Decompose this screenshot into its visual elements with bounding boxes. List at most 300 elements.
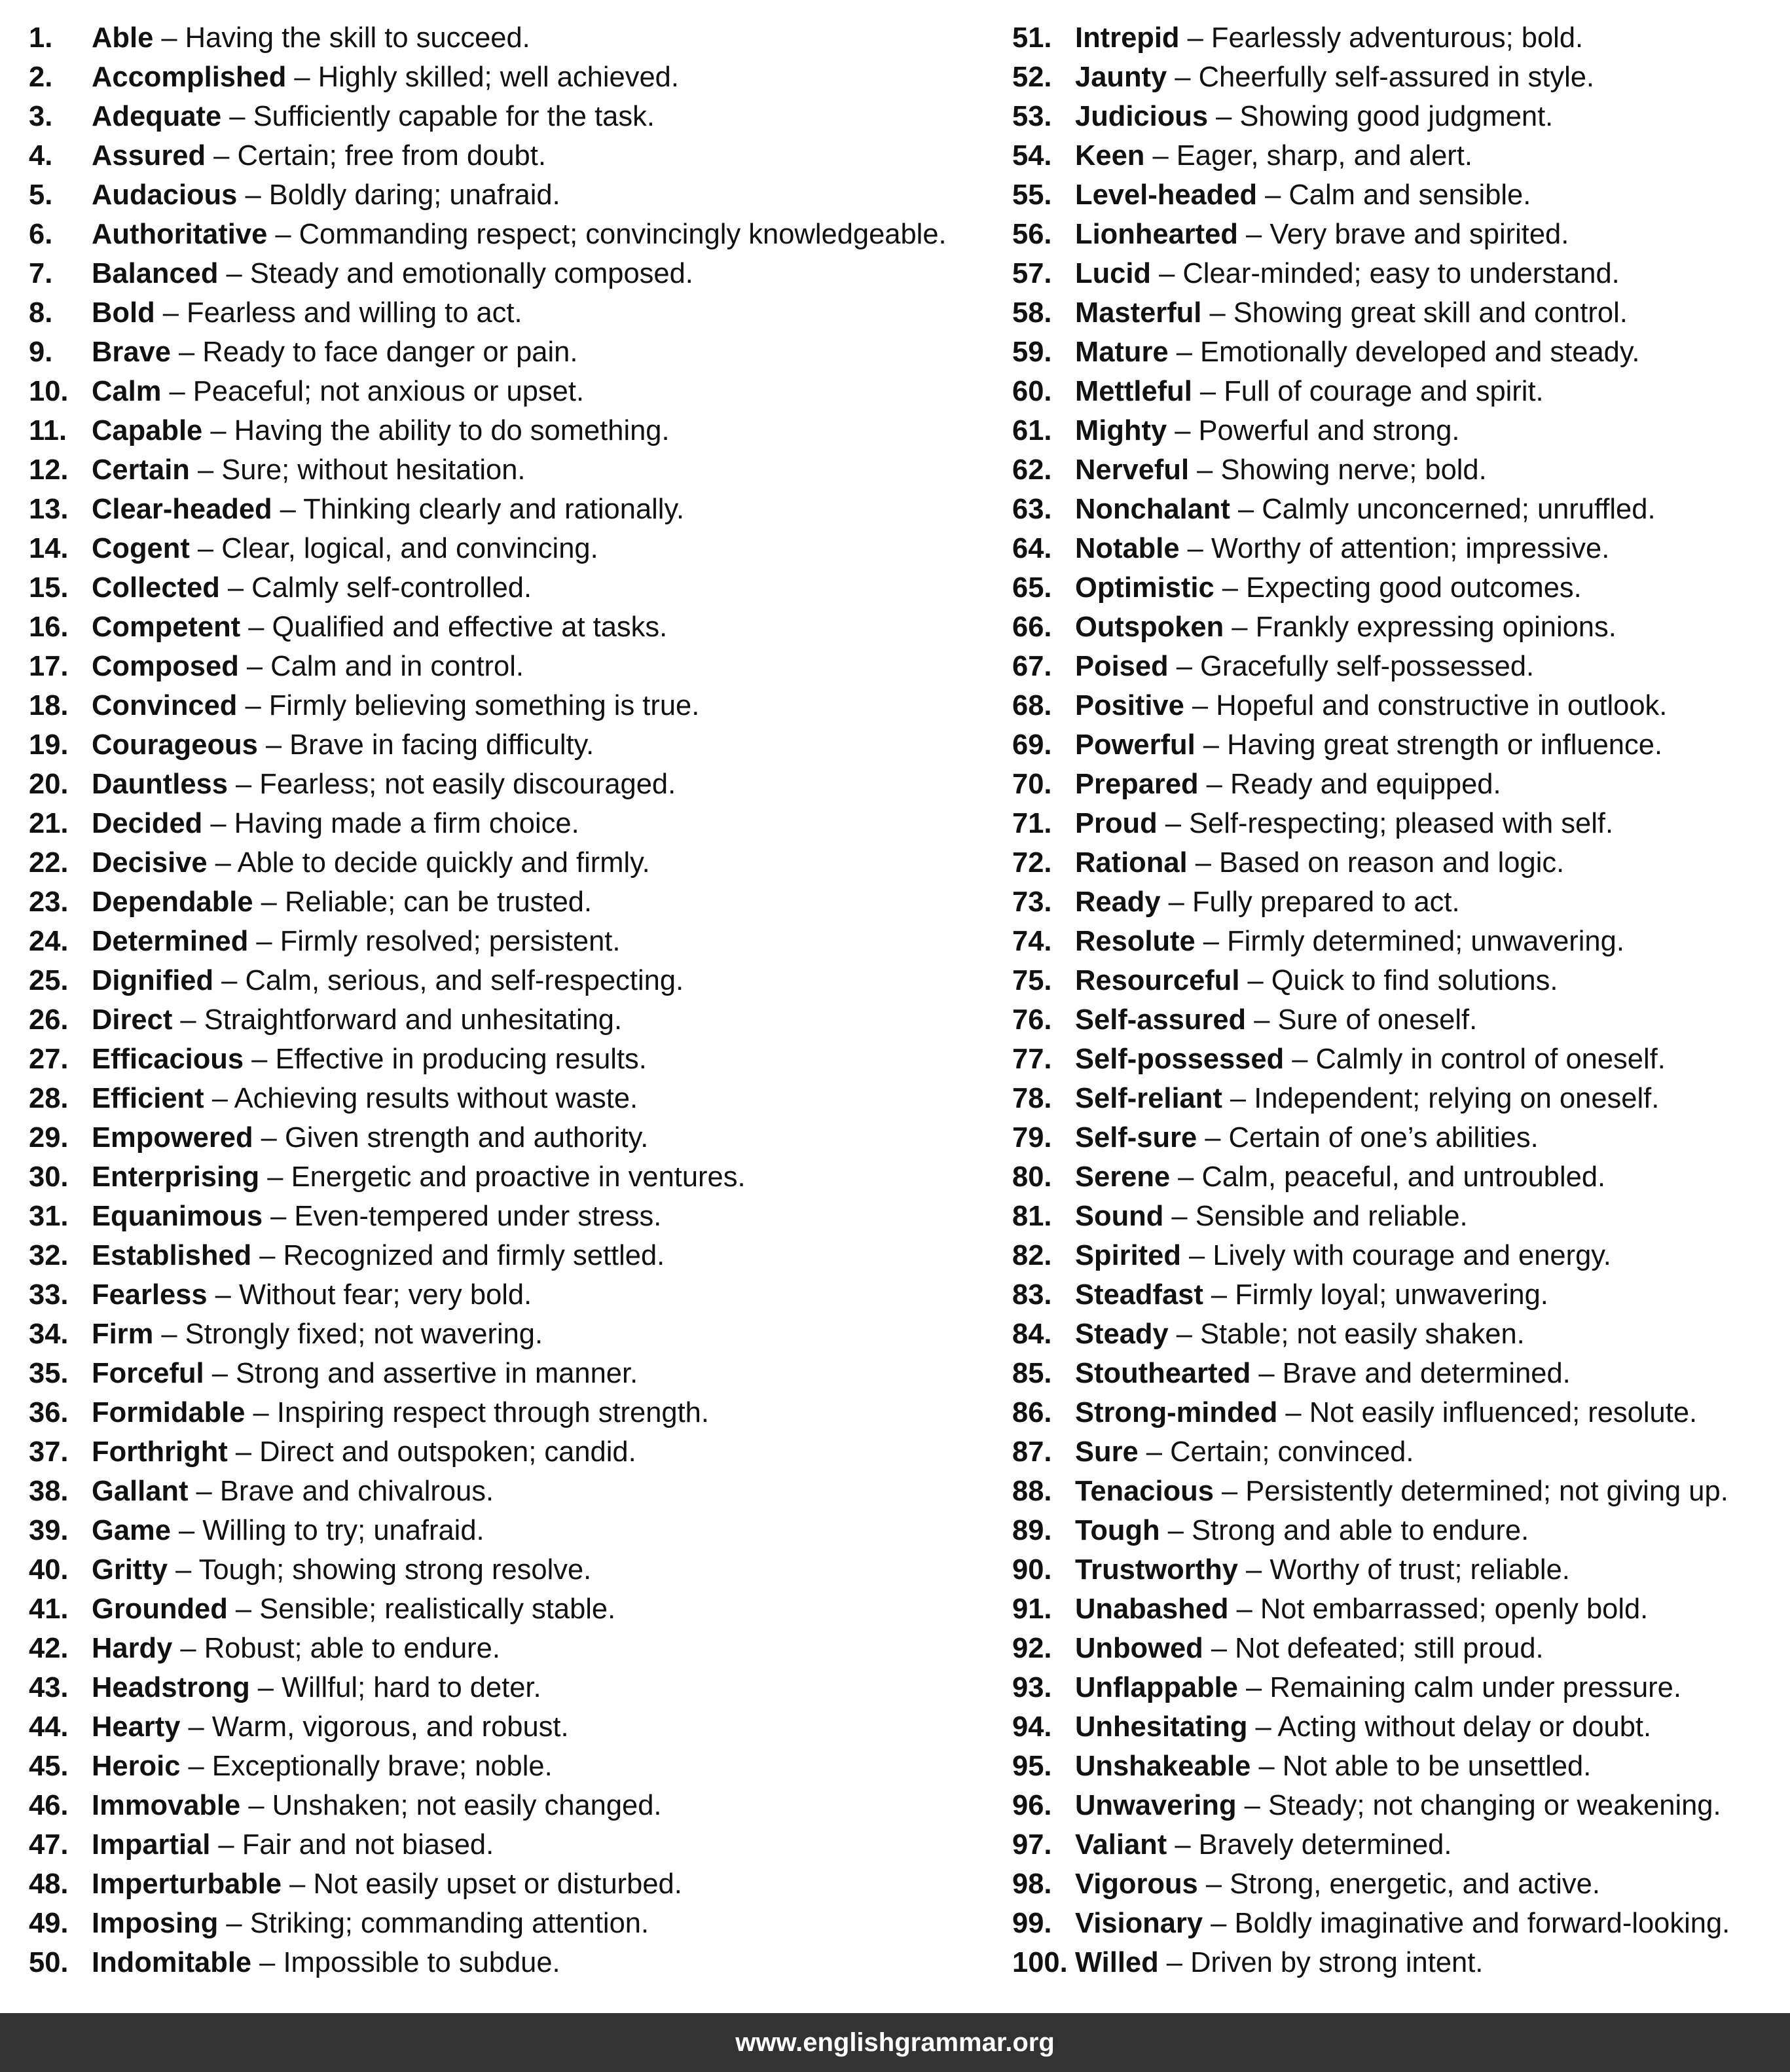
- item-separator: –: [1195, 926, 1228, 957]
- item-definition: Lively with courage and energy.: [1213, 1240, 1611, 1271]
- item-text: [92, 1511, 484, 1550]
- item-separator: –: [1213, 1476, 1246, 1507]
- item-word: Decisive: [92, 847, 208, 879]
- list-item: [1012, 411, 1785, 450]
- item-definition: Firmly resolved; persistent.: [280, 926, 621, 957]
- item-text: [1075, 1904, 1730, 1943]
- item-number: 25.: [29, 965, 69, 996]
- item-text: [92, 1786, 662, 1825]
- list-item: [29, 568, 978, 608]
- item-separator: –: [1237, 1554, 1270, 1586]
- item-text: [1075, 18, 1583, 58]
- item-text: [1075, 1079, 1659, 1118]
- item-number: 12.: [29, 454, 69, 486]
- item-separator: –: [218, 1908, 250, 1939]
- item-text: [1075, 1707, 1651, 1747]
- item-text: [92, 58, 679, 97]
- item-text: [92, 1432, 636, 1472]
- item-word: Gallant: [92, 1476, 189, 1507]
- item-separator: –: [219, 572, 252, 604]
- list-item: [1012, 843, 1785, 882]
- item-text: [92, 333, 577, 372]
- item-number: 35.: [29, 1358, 69, 1389]
- item-word: Steady: [1075, 1318, 1169, 1350]
- list-item: [1012, 1786, 1785, 1825]
- item-definition: Without fear; very bold.: [238, 1279, 532, 1311]
- item-text: [92, 686, 699, 725]
- item-separator: –: [1203, 1279, 1235, 1311]
- item-word: Forthright: [92, 1436, 228, 1468]
- item-separator: –: [218, 258, 250, 289]
- item-definition: Bravely determined.: [1198, 1829, 1452, 1861]
- item-word: Certain: [92, 454, 190, 486]
- item-text: [1075, 1000, 1477, 1040]
- item-definition: Clear, logical, and convincing.: [221, 533, 598, 564]
- list-item: [1012, 136, 1785, 175]
- item-separator: –: [1192, 376, 1224, 407]
- item-definition: Given strength and authority.: [284, 1122, 649, 1154]
- item-word: Adequate: [92, 101, 222, 132]
- item-number: 8.: [29, 297, 53, 329]
- list-item: [29, 1747, 978, 1786]
- item-number: 71.: [1012, 808, 1052, 839]
- item-separator: –: [1157, 808, 1190, 839]
- item-separator: –: [207, 847, 238, 879]
- list-item: [29, 58, 978, 97]
- item-definition: Willful; hard to deter.: [282, 1672, 541, 1703]
- item-text: [1075, 333, 1639, 372]
- item-text: [92, 215, 947, 254]
- item-separator: –: [1187, 847, 1219, 879]
- item-definition: Brave and determined.: [1282, 1358, 1571, 1389]
- item-separator: –: [1167, 62, 1199, 93]
- item-text: [1075, 490, 1656, 529]
- item-number: 18.: [29, 690, 69, 721]
- item-number: 32.: [29, 1240, 69, 1271]
- item-text: [92, 293, 522, 333]
- list-item: [29, 686, 978, 725]
- item-definition: Calmly self-controlled.: [251, 572, 532, 604]
- item-number: 66.: [1012, 611, 1052, 643]
- list-item: [1012, 333, 1785, 372]
- item-separator: –: [1170, 1161, 1202, 1193]
- item-word: Positive: [1075, 690, 1184, 721]
- item-number: 83.: [1012, 1279, 1052, 1311]
- list-item: [1012, 686, 1785, 725]
- item-definition: Based on reason and logic.: [1218, 847, 1565, 879]
- item-word: Gritty: [92, 1554, 168, 1586]
- item-definition: Not embarrassed; openly bold.: [1260, 1593, 1649, 1625]
- item-definition: Clear-minded; easy to understand.: [1182, 258, 1620, 289]
- item-word: Tough: [1075, 1515, 1160, 1546]
- item-definition: Frankly expressing opinions.: [1255, 611, 1616, 643]
- item-definition: Hopeful and constructive in outlook.: [1216, 690, 1668, 721]
- item-word: Bold: [92, 297, 155, 329]
- item-number: 34.: [29, 1318, 69, 1350]
- item-word: Poised: [1075, 651, 1169, 682]
- item-number: 13.: [29, 494, 69, 525]
- item-text: [92, 1629, 500, 1668]
- item-definition: Fully prepared to act.: [1192, 886, 1460, 918]
- item-word: Firm: [92, 1318, 154, 1350]
- item-definition: Strong and assertive in manner.: [235, 1358, 638, 1389]
- item-word: Brave: [92, 336, 171, 368]
- item-word: Intrepid: [1075, 22, 1180, 54]
- list-item: [29, 1040, 978, 1079]
- item-word: Strong-minded: [1075, 1397, 1278, 1428]
- item-separator: –: [221, 101, 253, 132]
- item-word: Balanced: [92, 258, 219, 289]
- item-word: Valiant: [1075, 1829, 1167, 1861]
- list-item: [29, 1393, 978, 1432]
- item-separator: –: [251, 1240, 283, 1271]
- item-number: 41.: [29, 1593, 69, 1625]
- item-word: Mighty: [1075, 415, 1167, 446]
- item-definition: Having the ability to do something.: [234, 415, 670, 446]
- list-item: [29, 529, 978, 568]
- item-number: 80.: [1012, 1161, 1052, 1193]
- list-item: [29, 765, 978, 804]
- item-separator: –: [1203, 1633, 1235, 1664]
- right-column: [1012, 18, 1785, 1982]
- list-item: [29, 961, 978, 1000]
- item-text: [1075, 1511, 1529, 1550]
- item-definition: Quick to find solutions.: [1271, 965, 1558, 996]
- item-word: Headstrong: [92, 1672, 250, 1703]
- item-word: Stouthearted: [1075, 1358, 1251, 1389]
- item-text: [92, 136, 546, 175]
- item-separator: –: [244, 1044, 276, 1075]
- list-item: [1012, 1079, 1785, 1118]
- item-separator: –: [263, 1201, 295, 1232]
- list-item: [1012, 647, 1785, 686]
- list-item: [1012, 1157, 1785, 1197]
- footer-website[interactable]: www.englishgrammar.org: [735, 2027, 1055, 2057]
- list-item: [29, 804, 978, 843]
- item-text: [92, 1197, 661, 1236]
- list-item: [29, 97, 978, 136]
- item-text: [92, 1079, 638, 1118]
- item-number: 88.: [1012, 1476, 1052, 1507]
- list-item: [29, 1943, 978, 1982]
- list-item: [29, 1079, 978, 1118]
- item-word: Self-possessed: [1075, 1044, 1285, 1075]
- list-item: [1012, 1629, 1785, 1668]
- list-item: [1012, 97, 1785, 136]
- list-item: [1012, 490, 1785, 529]
- item-text: [1075, 1590, 1648, 1629]
- item-text: [1075, 1197, 1468, 1236]
- item-separator: –: [1277, 1397, 1309, 1428]
- item-word: Outspoken: [1075, 611, 1224, 643]
- item-definition: Steady and emotionally composed.: [249, 258, 693, 289]
- item-word: Mature: [1075, 336, 1169, 368]
- item-word: Masterful: [1075, 297, 1202, 329]
- item-number: 84.: [1012, 1318, 1052, 1350]
- item-number: 54.: [1012, 140, 1052, 172]
- item-separator: –: [237, 690, 269, 721]
- item-word: Notable: [1075, 533, 1180, 564]
- item-word: Tenacious: [1075, 1476, 1214, 1507]
- list-item: [1012, 450, 1785, 490]
- list-item: [29, 1432, 978, 1472]
- item-number: 20.: [29, 769, 69, 800]
- item-definition: Straightforward and unhesitating.: [204, 1004, 623, 1036]
- list-item: [1012, 1825, 1785, 1864]
- list-item: [1012, 215, 1785, 254]
- item-separator: –: [153, 22, 185, 54]
- list-item: [29, 1236, 978, 1275]
- item-number: 60.: [1012, 376, 1052, 407]
- item-word: Efficacious: [92, 1044, 244, 1075]
- item-definition: Fair and not biased.: [242, 1829, 494, 1861]
- item-number: 9.: [29, 336, 53, 368]
- item-text: [92, 490, 684, 529]
- item-number: 26.: [29, 1004, 69, 1036]
- item-definition: Able to decide quickly and firmly.: [237, 847, 650, 879]
- item-definition: Ready and equipped.: [1230, 769, 1501, 800]
- list-item: [1012, 961, 1785, 1000]
- item-word: Audacious: [92, 179, 238, 211]
- item-word: Resourceful: [1075, 965, 1240, 996]
- item-word: Self-sure: [1075, 1122, 1197, 1154]
- list-item: [1012, 1432, 1785, 1472]
- list-item: [1012, 1040, 1785, 1079]
- list-item: [1012, 58, 1785, 97]
- item-word: Imposing: [92, 1908, 219, 1939]
- item-number: 77.: [1012, 1044, 1052, 1075]
- item-number: 16.: [29, 611, 69, 643]
- item-text: [1075, 1786, 1721, 1825]
- list-item: [29, 1118, 978, 1157]
- item-number: 15.: [29, 572, 69, 604]
- item-word: Immovable: [92, 1790, 241, 1821]
- list-item: [1012, 1472, 1785, 1511]
- item-separator: –: [180, 1751, 212, 1782]
- item-separator: –: [240, 1790, 272, 1821]
- list-item: [1012, 1393, 1785, 1432]
- item-definition: Having great strength or influence.: [1227, 729, 1663, 761]
- list-item: [1012, 529, 1785, 568]
- item-definition: Calm and sensible.: [1288, 179, 1531, 211]
- item-separator: –: [1208, 101, 1240, 132]
- item-number: 50.: [29, 1947, 69, 1978]
- item-number: 94.: [1012, 1711, 1052, 1743]
- list-item: [29, 490, 978, 529]
- list-item: [1012, 1511, 1785, 1550]
- item-number: 37.: [29, 1436, 69, 1468]
- list-item: [29, 215, 978, 254]
- item-text: [92, 1590, 615, 1629]
- item-definition: Qualified and effective at tasks.: [272, 611, 668, 643]
- list-item: [1012, 175, 1785, 215]
- item-separator: –: [170, 1515, 203, 1546]
- item-word: Equanimous: [92, 1201, 263, 1232]
- list-item: [29, 1275, 978, 1315]
- list-item: [29, 922, 978, 961]
- item-definition: Showing nerve; bold.: [1220, 454, 1487, 486]
- item-number: 39.: [29, 1515, 69, 1546]
- item-definition: Firmly determined; unwavering.: [1227, 926, 1624, 957]
- item-definition: Full of courage and spirit.: [1224, 376, 1544, 407]
- list-item: [1012, 922, 1785, 961]
- item-text: [1075, 608, 1616, 647]
- list-item: [29, 254, 978, 293]
- item-number: 95.: [1012, 1751, 1052, 1782]
- item-definition: Exceptionally brave; noble.: [211, 1751, 553, 1782]
- item-word: Unabashed: [1075, 1593, 1229, 1625]
- item-separator: –: [1251, 1358, 1283, 1389]
- item-separator: –: [170, 336, 203, 368]
- item-text: [1075, 411, 1460, 450]
- item-word: Efficient: [92, 1083, 204, 1114]
- item-separator: –: [204, 1358, 236, 1389]
- item-word: Hearty: [92, 1711, 181, 1743]
- item-text: [1075, 568, 1582, 608]
- item-separator: –: [1224, 611, 1256, 643]
- item-word: Unshakeable: [1075, 1751, 1251, 1782]
- item-word: Sound: [1075, 1201, 1164, 1232]
- item-definition: Effective in producing results.: [275, 1044, 647, 1075]
- item-word: Indomitable: [92, 1947, 252, 1978]
- item-word: Unbowed: [1075, 1633, 1203, 1664]
- item-word: Heroic: [92, 1751, 181, 1782]
- item-definition: Powerful and strong.: [1198, 415, 1460, 446]
- list-item: [1012, 1707, 1785, 1747]
- item-text: [1075, 1354, 1571, 1393]
- item-definition: Fearlessly adventurous; bold.: [1211, 22, 1584, 54]
- item-separator: –: [153, 1318, 185, 1350]
- item-text: [1075, 215, 1569, 254]
- list-item: [1012, 1000, 1785, 1040]
- item-definition: Showing good judgment.: [1239, 101, 1554, 132]
- list-item: [1012, 725, 1785, 765]
- item-number: 23.: [29, 886, 69, 918]
- list-item: [29, 136, 978, 175]
- list-item: [1012, 1354, 1785, 1393]
- item-number: 49.: [29, 1908, 69, 1939]
- item-number: 22.: [29, 847, 69, 879]
- item-text: [1075, 1393, 1697, 1432]
- item-text: [1075, 254, 1620, 293]
- item-text: [92, 1550, 591, 1590]
- item-word: Cogent: [92, 533, 190, 564]
- item-number: 38.: [29, 1476, 69, 1507]
- list-item: [1012, 1590, 1785, 1629]
- item-text: [92, 804, 579, 843]
- item-number: 61.: [1012, 415, 1052, 446]
- item-separator: –: [245, 1397, 277, 1428]
- item-word: Proud: [1075, 808, 1158, 839]
- footer-bar: [0, 2013, 1790, 2072]
- item-number: 46.: [29, 1790, 69, 1821]
- item-number: 67.: [1012, 651, 1052, 682]
- item-word: Optimistic: [1075, 572, 1215, 604]
- item-definition: Not easily influenced; resolute.: [1309, 1397, 1698, 1428]
- item-text: [92, 1668, 541, 1707]
- item-separator: –: [1222, 1083, 1254, 1114]
- item-word: Competent: [92, 611, 241, 643]
- item-definition: Sure; without hesitation.: [221, 454, 526, 486]
- item-word: Assured: [92, 140, 206, 172]
- item-text: [1075, 58, 1594, 97]
- item-separator: –: [210, 1829, 242, 1861]
- item-separator: –: [282, 1868, 314, 1900]
- item-separator: –: [1246, 1004, 1278, 1036]
- item-separator: –: [1239, 965, 1271, 996]
- item-separator: –: [189, 454, 222, 486]
- list-item: [1012, 1236, 1785, 1275]
- item-text: [1075, 882, 1460, 922]
- item-number: 33.: [29, 1279, 69, 1311]
- item-definition: Calm and in control.: [270, 651, 524, 682]
- item-separator: –: [227, 769, 260, 800]
- item-separator: –: [213, 965, 246, 996]
- item-word: Grounded: [92, 1593, 228, 1625]
- list-item: [29, 843, 978, 882]
- item-text: [1075, 450, 1487, 490]
- item-definition: Boldly imaginative and forward-looking.: [1234, 1908, 1730, 1939]
- item-number: 82.: [1012, 1240, 1052, 1271]
- item-definition: Boldly daring; unafraid.: [268, 179, 560, 211]
- item-number: 42.: [29, 1633, 69, 1664]
- item-word: Resolute: [1075, 926, 1196, 957]
- item-number: 48.: [29, 1868, 69, 1900]
- item-separator: –: [249, 1672, 282, 1703]
- item-text: [1075, 804, 1613, 843]
- item-text: [1075, 1747, 1591, 1786]
- item-text: [1075, 1040, 1666, 1079]
- item-number: 29.: [29, 1122, 69, 1154]
- item-word: Willed: [1075, 1947, 1159, 1978]
- item-definition: Certain; free from doubt.: [237, 140, 546, 172]
- item-separator: –: [227, 1436, 260, 1468]
- item-number: 55.: [1012, 179, 1052, 211]
- item-number: 89.: [1012, 1515, 1052, 1546]
- item-word: Able: [92, 22, 154, 54]
- list-item: [1012, 1904, 1785, 1943]
- item-word: Formidable: [92, 1397, 246, 1428]
- item-definition: Inspiring respect through strength.: [276, 1397, 709, 1428]
- item-definition: Cheerfully self-assured in style.: [1198, 62, 1595, 93]
- item-number: 31.: [29, 1201, 69, 1232]
- list-item: [29, 1550, 978, 1590]
- item-text: [1075, 1864, 1600, 1904]
- item-number: 40.: [29, 1554, 69, 1586]
- item-separator: –: [168, 1554, 199, 1586]
- item-separator: –: [155, 297, 187, 329]
- item-definition: Fearless; not easily discouraged.: [259, 769, 676, 800]
- list-item: [29, 1904, 978, 1943]
- item-word: Direct: [92, 1004, 173, 1036]
- item-number: 75.: [1012, 965, 1052, 996]
- item-definition: Calm, serious, and self-respecting.: [245, 965, 684, 996]
- item-separator: –: [227, 1593, 260, 1625]
- item-number: 17.: [29, 651, 69, 682]
- item-definition: Independent; relying on oneself.: [1254, 1083, 1660, 1114]
- item-word: Spirited: [1075, 1240, 1181, 1271]
- item-number: 73.: [1012, 886, 1052, 918]
- item-text: [92, 1040, 647, 1079]
- item-number: 56.: [1012, 219, 1052, 250]
- item-number: 70.: [1012, 769, 1052, 800]
- list-item: [1012, 1197, 1785, 1236]
- item-separator: –: [1151, 258, 1183, 289]
- item-number: 72.: [1012, 847, 1052, 879]
- item-number: 52.: [1012, 62, 1052, 93]
- item-separator: –: [188, 1476, 220, 1507]
- item-definition: Sufficiently capable for the task.: [253, 101, 655, 132]
